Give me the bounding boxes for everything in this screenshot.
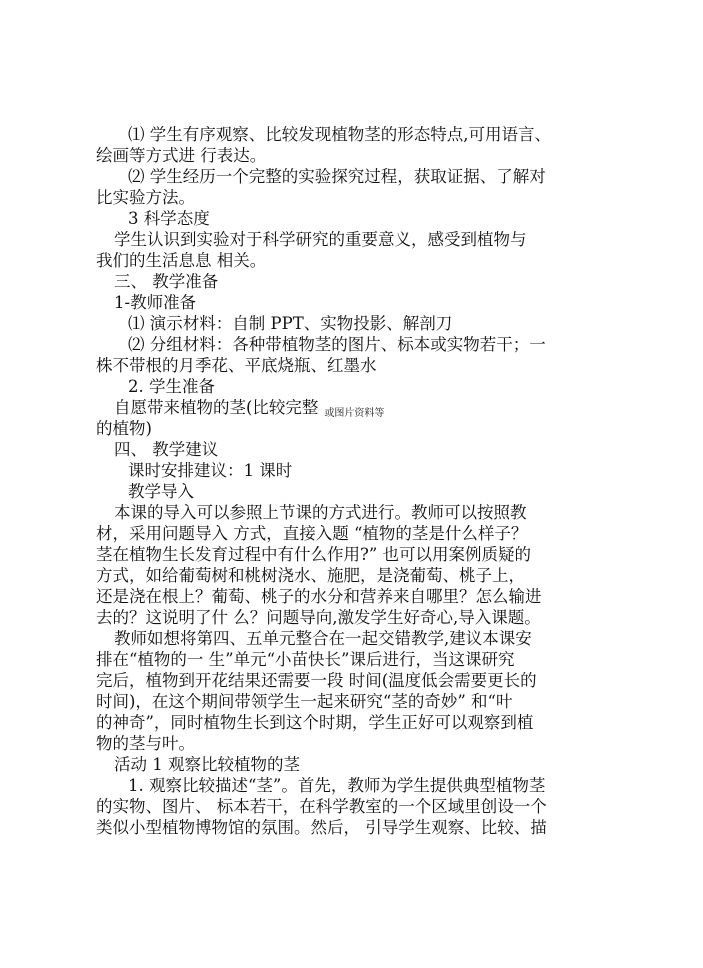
text-line: 1. 观察比较描述“茎”。首先，教师为学生提供典型植物茎: [128, 776, 546, 795]
section-heading: 三、 教学准备: [114, 272, 219, 291]
text-line: ⑴ 演示材料：自制 PPT、实物投影、解剖刀: [128, 314, 453, 333]
text-line: 方式，如给葡萄树和桃树浇水、施肥，是浇葡萄、桃子上，: [96, 566, 525, 585]
text-line: 时间)，在这个期间带领学生一起来研究“茎的奇妙” 和“叶: [96, 692, 513, 711]
subsection-heading: 2. 学生准备: [128, 377, 215, 396]
text-line: 去的？这说明了什 么？问题导向,激发学生好奇心,导入课题。: [96, 608, 541, 627]
subsection-heading: 1-教师准备: [114, 293, 197, 312]
text-line: 茎在植物生长发育过程中有什么作用?” 也可以用案例质疑的: [96, 545, 532, 564]
text-line: 课时安排建议：1 课时: [128, 461, 293, 480]
subsection-heading: 教学导入: [128, 482, 194, 501]
text-line: 的植物): [96, 419, 152, 438]
section-heading: 四、 教学建议: [114, 440, 219, 459]
text-line: 本课的导入可以参照上节课的方式进行。教师可以按照教: [114, 503, 527, 522]
text-line: 学生认识到实验对于科学研究的重要意义，感受到植物与: [114, 230, 527, 249]
text-line: 材，采用问题导入 方式，直接入题 “植物的茎是什么样子？: [96, 524, 528, 543]
text-line: 株不带根的月季花、平底烧瓶、红墨水: [96, 356, 377, 375]
text-line: 排在“植物的一 生”单元“小苗快长”课后进行，当这课研究: [96, 650, 515, 669]
text-line: 还是浇在根上？葡萄、桃子的水分和营养来自哪里？怎么输进: [96, 587, 542, 606]
text-line: ⑵ 学生经历一个完整的实验探究过程，获取证据、了解对: [128, 167, 546, 186]
text-line: 完后，植物到开花结果还需要一段 时间(温度低会需要更长的: [96, 671, 537, 690]
text-line: 我们的生活息息 相关。: [96, 251, 267, 270]
text-line: 的神奇”，同时植物生长到这个时期，学生正好可以观察到植: [96, 713, 534, 732]
subsection-heading: 活动 1 观察比较植物的茎: [114, 755, 300, 774]
text-line: ⑵ 分组材料：各种带植物茎的图片、标本或实物若干；一: [128, 335, 546, 354]
text-line: 比实验方法。: [96, 188, 195, 207]
text-line: 类似小型植物博物馆的氛围。然后， 引导学生观察、比较、描: [96, 818, 547, 837]
small-note: 或图片资料等: [324, 408, 385, 419]
text-line: 教师如想将第四、五单元整合在一起交错教学,建议本课安: [114, 629, 532, 648]
text-line: [114, 397, 629, 419]
text-fragment: 自愿带来植物的茎(比较完整: [114, 398, 319, 417]
text-line: 的实物、图片、 标本若干，在科学教室的一个区域里创设一个: [96, 797, 547, 816]
section-heading: 3 科学态度: [128, 209, 210, 228]
text-line: 绘画等方式进 行表达。: [96, 146, 267, 165]
text-line: ⑴ 学生有序观察、比较发现植物茎的形态特点,可用语言、: [128, 125, 551, 144]
text-line: 物的茎与叶。: [96, 734, 195, 753]
